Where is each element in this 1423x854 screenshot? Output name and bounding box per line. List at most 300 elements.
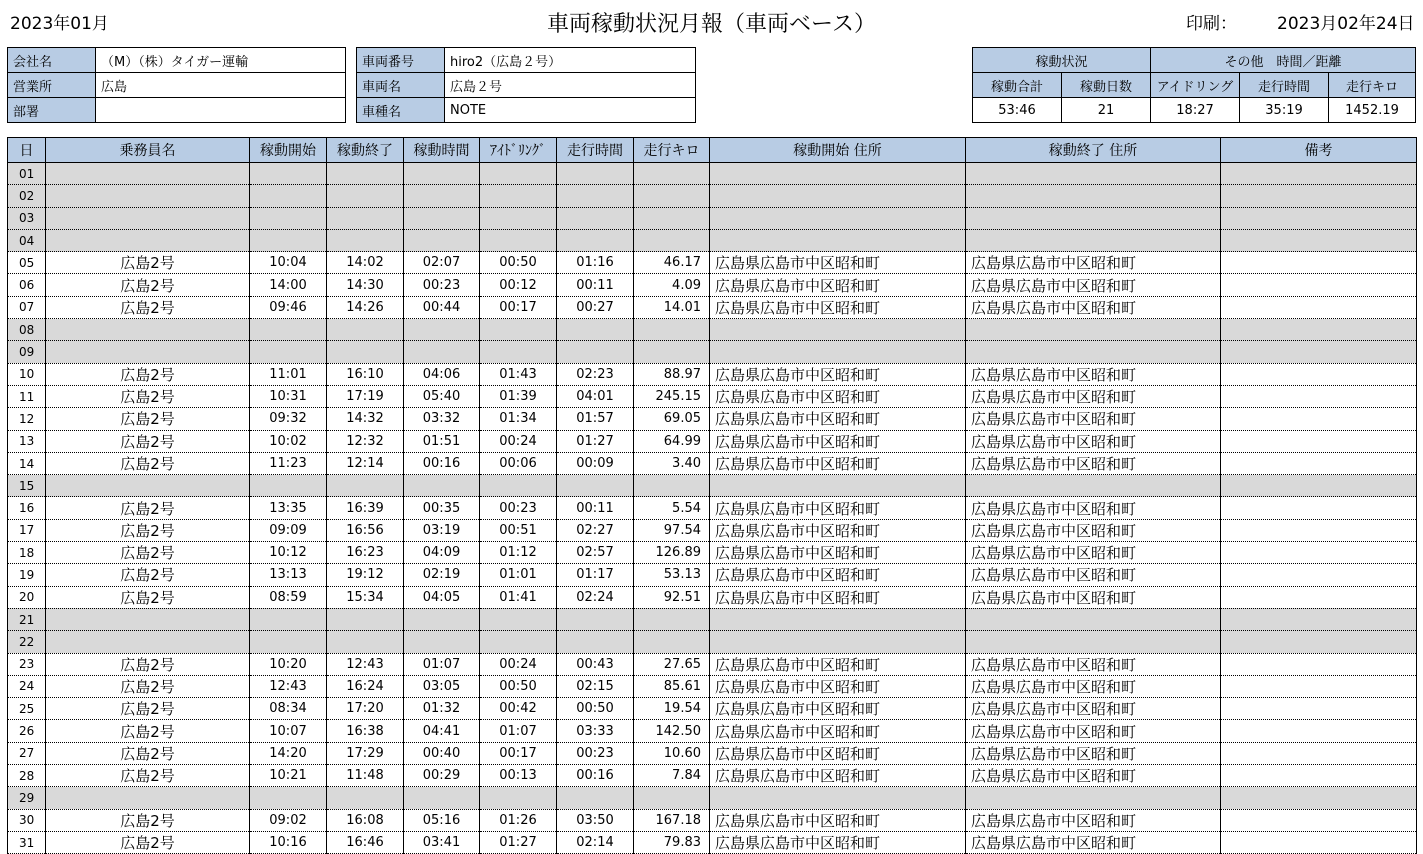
cell-drive-km: 142.50: [634, 720, 710, 742]
cell-operation-time: 00:40: [404, 742, 480, 764]
cell-day: 24: [8, 675, 46, 697]
cell-start: 12:43: [250, 675, 327, 697]
cell-start-address: 広島県広島市中区昭和町: [710, 742, 966, 764]
department-value: [96, 98, 346, 123]
cell-driver: 広島2号: [46, 653, 250, 675]
cell-end: 17:20: [327, 698, 404, 720]
table-row: [8, 564, 1417, 586]
summary-value-drive-km: 1452.19: [1329, 98, 1416, 123]
cell-start-address: 広島県広島市中区昭和町: [710, 765, 966, 787]
table-row: [8, 542, 1417, 564]
table-row: [8, 675, 1417, 697]
table-row: [8, 497, 1417, 519]
cell-start: 14:20: [250, 742, 327, 764]
cell-day: 06: [8, 274, 46, 296]
cell-operation-time: 02:19: [404, 564, 480, 586]
cell-day: 15: [8, 475, 46, 497]
cell-driver: 広島2号: [46, 765, 250, 787]
cell-start-address: [710, 163, 966, 185]
cell-day: 31: [8, 831, 46, 853]
cell-driver: [46, 185, 250, 207]
cell-operation-time: 03:41: [404, 831, 480, 853]
cell-driver: 広島2号: [46, 385, 250, 407]
cell-start-address: [710, 207, 966, 229]
cell-end: [327, 185, 404, 207]
cell-drive-km: 69.05: [634, 408, 710, 430]
cell-driver: 広島2号: [46, 296, 250, 318]
vehicle-model-label: 車種名: [357, 98, 445, 123]
summary-header-idling: アイドリング: [1151, 73, 1240, 98]
cell-drive-time: [557, 185, 634, 207]
cell-idling: 00:12: [480, 274, 557, 296]
cell-operation-time: 03:05: [404, 675, 480, 697]
table-row: [8, 720, 1417, 742]
cell-drive-km: 46.17: [634, 252, 710, 274]
table-row: [8, 185, 1417, 207]
cell-drive-km: [634, 475, 710, 497]
table-header-row: [8, 138, 1417, 163]
cell-end: 16:23: [327, 542, 404, 564]
cell-start-address: 広島県広島市中区昭和町: [710, 698, 966, 720]
cell-day: 08: [8, 319, 46, 341]
cell-remarks: [1221, 363, 1417, 385]
cell-start-address: 広島県広島市中区昭和町: [710, 720, 966, 742]
vehicle-model-row: [357, 98, 696, 123]
cell-drive-time: 02:27: [557, 519, 634, 541]
cell-end-address: 広島県広島市中区昭和町: [966, 296, 1221, 318]
cell-day: 14: [8, 452, 46, 474]
cell-start-address: [710, 185, 966, 207]
cell-end-address: 広島県広島市中区昭和町: [966, 497, 1221, 519]
cell-drive-km: 10.60: [634, 742, 710, 764]
cell-operation-time: 04:41: [404, 720, 480, 742]
cell-remarks: [1221, 497, 1417, 519]
table-row: [8, 274, 1417, 296]
cell-idling: 00:17: [480, 296, 557, 318]
cell-remarks: [1221, 319, 1417, 341]
cell-drive-km: 5.54: [634, 497, 710, 519]
cell-start-address: 広島県広島市中区昭和町: [710, 408, 966, 430]
cell-end: [327, 229, 404, 251]
table-row: [8, 831, 1417, 853]
vehicle-name-row: [357, 73, 696, 98]
cell-drive-time: [557, 341, 634, 363]
cell-operation-time: [404, 319, 480, 341]
cell-drive-km: 53.13: [634, 564, 710, 586]
vehicle-name-value: 広島２号: [445, 73, 696, 98]
cell-start: [250, 229, 327, 251]
cell-end-address: [966, 787, 1221, 809]
cell-end: [327, 475, 404, 497]
cell-idling: 00:17: [480, 742, 557, 764]
cell-driver: [46, 207, 250, 229]
cell-day: 22: [8, 631, 46, 653]
cell-drive-km: 79.83: [634, 831, 710, 853]
cell-driver: [46, 163, 250, 185]
cell-drive-km: 19.54: [634, 698, 710, 720]
cell-end: 14:32: [327, 408, 404, 430]
cell-drive-time: 00:27: [557, 296, 634, 318]
summary-group-row: [973, 48, 1416, 73]
cell-end-address: [966, 475, 1221, 497]
cell-start-address: 広島県広島市中区昭和町: [710, 653, 966, 675]
cell-end: [327, 608, 404, 630]
cell-start: 10:16: [250, 831, 327, 853]
cell-operation-time: 04:06: [404, 363, 480, 385]
table-row: [8, 519, 1417, 541]
cell-driver: 広島2号: [46, 452, 250, 474]
table-row: [8, 452, 1417, 474]
cell-end-address: 広島県広島市中区昭和町: [966, 274, 1221, 296]
cell-remarks: [1221, 675, 1417, 697]
cell-remarks: [1221, 742, 1417, 764]
cell-driver: [46, 319, 250, 341]
cell-operation-time: 03:32: [404, 408, 480, 430]
cell-drive-time: [557, 787, 634, 809]
cell-end-address: 広島県広島市中区昭和町: [966, 519, 1221, 541]
cell-driver: 広島2号: [46, 564, 250, 586]
summary-header-drive-km: 走行キロ: [1329, 73, 1416, 98]
cell-idling: 01:01: [480, 564, 557, 586]
cell-start: 09:46: [250, 296, 327, 318]
cell-drive-km: 85.61: [634, 675, 710, 697]
cell-idling: 00:50: [480, 252, 557, 274]
vehicle-number-value: hiro2（広島２号）: [445, 48, 696, 73]
cell-idling: [480, 341, 557, 363]
cell-start-address: 広島県広島市中区昭和町: [710, 497, 966, 519]
cell-drive-time: 01:17: [557, 564, 634, 586]
col-header-remarks: 備考: [1221, 138, 1417, 163]
table-row: [8, 163, 1417, 185]
cell-idling: [480, 787, 557, 809]
cell-end-address: 広島県広島市中区昭和町: [966, 363, 1221, 385]
cell-end: 16:24: [327, 675, 404, 697]
cell-day: 02: [8, 185, 46, 207]
cell-start: [250, 163, 327, 185]
table-row: [8, 765, 1417, 787]
cell-drive-km: 4.09: [634, 274, 710, 296]
cell-drive-km: 7.84: [634, 765, 710, 787]
summary-header-drive-time: 走行時間: [1240, 73, 1329, 98]
cell-drive-km: [634, 229, 710, 251]
cell-start-address: 広島県広島市中区昭和町: [710, 675, 966, 697]
cell-driver: [46, 631, 250, 653]
cell-start-address: 広島県広島市中区昭和町: [710, 519, 966, 541]
cell-start-address: 広島県広島市中区昭和町: [710, 564, 966, 586]
cell-end-address: 広島県広島市中区昭和町: [966, 698, 1221, 720]
cell-start-address: 広島県広島市中区昭和町: [710, 586, 966, 608]
cell-end-address: 広島県広島市中区昭和町: [966, 564, 1221, 586]
cell-operation-time: [404, 341, 480, 363]
cell-end-address: 広島県広島市中区昭和町: [966, 385, 1221, 407]
cell-day: 25: [8, 698, 46, 720]
cell-end-address: [966, 207, 1221, 229]
cell-drive-km: 14.01: [634, 296, 710, 318]
cell-idling: 00:50: [480, 675, 557, 697]
cell-start: 11:01: [250, 363, 327, 385]
cell-end: 12:43: [327, 653, 404, 675]
cell-driver: 広島2号: [46, 720, 250, 742]
cell-idling: [480, 229, 557, 251]
cell-remarks: [1221, 296, 1417, 318]
cell-idling: 00:13: [480, 765, 557, 787]
cell-operation-time: [404, 631, 480, 653]
table-body: [8, 163, 1417, 854]
col-header-drive-time: 走行時間: [557, 138, 634, 163]
cell-drive-km: [634, 185, 710, 207]
cell-idling: 00:51: [480, 519, 557, 541]
cell-drive-km: 167.18: [634, 809, 710, 831]
cell-start-address: [710, 787, 966, 809]
cell-operation-time: 01:07: [404, 653, 480, 675]
cell-end: 11:48: [327, 765, 404, 787]
cell-start-address: 広島県広島市中区昭和町: [710, 430, 966, 452]
cell-end-address: 広島県広島市中区昭和町: [966, 252, 1221, 274]
cell-drive-km: 97.54: [634, 519, 710, 541]
cell-idling: 01:41: [480, 586, 557, 608]
cell-day: 27: [8, 742, 46, 764]
cell-day: 18: [8, 542, 46, 564]
cell-drive-time: 00:16: [557, 765, 634, 787]
cell-remarks: [1221, 274, 1417, 296]
cell-driver: 広島2号: [46, 497, 250, 519]
cell-operation-time: 00:44: [404, 296, 480, 318]
cell-drive-km: [634, 319, 710, 341]
cell-end-address: [966, 229, 1221, 251]
cell-remarks: [1221, 207, 1417, 229]
cell-driver: 広島2号: [46, 809, 250, 831]
cell-end: [327, 163, 404, 185]
cell-day: 23: [8, 653, 46, 675]
cell-end-address: 広島県広島市中区昭和町: [966, 586, 1221, 608]
cell-drive-time: 00:11: [557, 274, 634, 296]
cell-day: 26: [8, 720, 46, 742]
col-header-start: 稼動開始: [250, 138, 327, 163]
summary-value-total: 53:46: [973, 98, 1062, 123]
daily-operation-table: [7, 137, 1417, 854]
cell-remarks: [1221, 720, 1417, 742]
cell-day: 01: [8, 163, 46, 185]
cell-start: 10:04: [250, 252, 327, 274]
table-row: [8, 296, 1417, 318]
cell-day: 03: [8, 207, 46, 229]
cell-start: [250, 608, 327, 630]
cell-end: 16:46: [327, 831, 404, 853]
cell-start: 08:59: [250, 586, 327, 608]
cell-operation-time: 04:09: [404, 542, 480, 564]
cell-end-address: [966, 185, 1221, 207]
cell-driver: 広島2号: [46, 586, 250, 608]
cell-idling: [480, 608, 557, 630]
cell-remarks: [1221, 586, 1417, 608]
cell-end: [327, 787, 404, 809]
table-row: [8, 631, 1417, 653]
cell-day: 17: [8, 519, 46, 541]
cell-end: 16:10: [327, 363, 404, 385]
cell-remarks: [1221, 185, 1417, 207]
cell-idling: 01:34: [480, 408, 557, 430]
summary-group-other: その他 時間／距離: [1151, 48, 1416, 73]
col-header-end: 稼動終了: [327, 138, 404, 163]
cell-start: [250, 341, 327, 363]
cell-end-address: 広島県広島市中区昭和町: [966, 675, 1221, 697]
vehicle-name-label: 車両名: [357, 73, 445, 98]
company-label: 会社名: [8, 48, 96, 73]
summary-value-drive-time: 35:19: [1240, 98, 1329, 123]
cell-drive-km: [634, 163, 710, 185]
cell-idling: 01:39: [480, 385, 557, 407]
cell-start: [250, 475, 327, 497]
col-header-start-address: 稼動開始 住所: [710, 138, 966, 163]
cell-drive-km: 92.51: [634, 586, 710, 608]
cell-remarks: [1221, 163, 1417, 185]
office-row: [8, 73, 346, 98]
cell-idling: 01:27: [480, 831, 557, 853]
cell-end-address: [966, 319, 1221, 341]
company-info-box: [7, 47, 346, 123]
cell-start: 10:12: [250, 542, 327, 564]
cell-end-address: 広島県広島市中区昭和町: [966, 408, 1221, 430]
cell-idling: [480, 319, 557, 341]
table-row: [8, 809, 1417, 831]
cell-end-address: [966, 608, 1221, 630]
company-row: [8, 48, 346, 73]
cell-drive-time: 00:09: [557, 452, 634, 474]
table-row: [8, 608, 1417, 630]
cell-start: 10:02: [250, 430, 327, 452]
cell-remarks: [1221, 475, 1417, 497]
cell-drive-time: 00:50: [557, 698, 634, 720]
cell-operation-time: 01:51: [404, 430, 480, 452]
cell-operation-time: 00:29: [404, 765, 480, 787]
summary-header-row: [973, 73, 1416, 98]
table-row: [8, 229, 1417, 251]
cell-start-address: 広島県広島市中区昭和町: [710, 452, 966, 474]
cell-end-address: [966, 631, 1221, 653]
cell-start-address: [710, 608, 966, 630]
cell-driver: [46, 341, 250, 363]
cell-remarks: [1221, 408, 1417, 430]
cell-idling: [480, 475, 557, 497]
cell-start: [250, 319, 327, 341]
cell-driver: 広島2号: [46, 408, 250, 430]
cell-operation-time: 00:35: [404, 497, 480, 519]
cell-operation-time: [404, 229, 480, 251]
cell-driver: [46, 608, 250, 630]
cell-end-address: 広島県広島市中区昭和町: [966, 809, 1221, 831]
cell-end-address: 広島県広島市中区昭和町: [966, 720, 1221, 742]
cell-drive-time: [557, 229, 634, 251]
cell-idling: 01:26: [480, 809, 557, 831]
cell-end: 14:02: [327, 252, 404, 274]
cell-idling: [480, 207, 557, 229]
summary-header-days: 稼動日数: [1062, 73, 1151, 98]
summary-value-row: [973, 98, 1416, 123]
cell-remarks: [1221, 430, 1417, 452]
cell-day: 20: [8, 586, 46, 608]
cell-drive-time: 00:11: [557, 497, 634, 519]
cell-drive-time: [557, 207, 634, 229]
cell-idling: 00:24: [480, 653, 557, 675]
cell-start: 13:35: [250, 497, 327, 519]
cell-end-address: [966, 163, 1221, 185]
cell-drive-km: [634, 608, 710, 630]
cell-end: 16:56: [327, 519, 404, 541]
cell-driver: 広島2号: [46, 430, 250, 452]
cell-operation-time: 02:07: [404, 252, 480, 274]
cell-end: 12:32: [327, 430, 404, 452]
cell-start-address: [710, 319, 966, 341]
cell-start: 09:09: [250, 519, 327, 541]
cell-end-address: 広島県広島市中区昭和町: [966, 542, 1221, 564]
print-date: 2023月02年24日: [1277, 14, 1415, 34]
col-header-end-address: 稼動終了 住所: [966, 138, 1221, 163]
summary-value-days: 21: [1062, 98, 1151, 123]
cell-driver: 広島2号: [46, 363, 250, 385]
cell-idling: 00:24: [480, 430, 557, 452]
cell-drive-time: 04:01: [557, 385, 634, 407]
cell-end-address: 広島県広島市中区昭和町: [966, 831, 1221, 853]
cell-day: 05: [8, 252, 46, 274]
summary-header-total: 稼動合計: [973, 73, 1062, 98]
cell-start: 11:23: [250, 452, 327, 474]
cell-driver: [46, 475, 250, 497]
office-label: 営業所: [8, 73, 96, 98]
cell-operation-time: 05:40: [404, 385, 480, 407]
office-value: 広島: [96, 73, 346, 98]
cell-drive-time: 00:23: [557, 742, 634, 764]
summary-group-operation: 稼動状況: [973, 48, 1151, 73]
cell-end: 17:29: [327, 742, 404, 764]
cell-drive-time: [557, 319, 634, 341]
cell-drive-time: 02:57: [557, 542, 634, 564]
cell-remarks: [1221, 698, 1417, 720]
cell-end-address: 広島県広島市中区昭和町: [966, 430, 1221, 452]
table-row: [8, 385, 1417, 407]
cell-remarks: [1221, 519, 1417, 541]
col-header-day: 日: [8, 138, 46, 163]
cell-drive-km: 3.40: [634, 452, 710, 474]
cell-drive-time: [557, 608, 634, 630]
print-label: 印刷：: [1186, 14, 1237, 34]
cell-start: [250, 631, 327, 653]
cell-remarks: [1221, 229, 1417, 251]
cell-start-address: 広島県広島市中区昭和町: [710, 385, 966, 407]
cell-start: 09:32: [250, 408, 327, 430]
cell-drive-time: 01:16: [557, 252, 634, 274]
cell-day: 09: [8, 341, 46, 363]
cell-remarks: [1221, 452, 1417, 474]
cell-remarks: [1221, 653, 1417, 675]
table-row: [8, 653, 1417, 675]
company-value: （M）（株）タイガー運輸: [96, 48, 346, 73]
cell-start: 09:02: [250, 809, 327, 831]
cell-day: 10: [8, 363, 46, 385]
table-row: [8, 698, 1417, 720]
cell-driver: 広島2号: [46, 742, 250, 764]
cell-remarks: [1221, 765, 1417, 787]
cell-start: [250, 787, 327, 809]
cell-drive-km: [634, 631, 710, 653]
cell-end: 16:39: [327, 497, 404, 519]
summary-value-idling: 18:27: [1151, 98, 1240, 123]
cell-idling: [480, 631, 557, 653]
cell-end: [327, 631, 404, 653]
cell-start-address: 広島県広島市中区昭和町: [710, 363, 966, 385]
cell-end: 14:30: [327, 274, 404, 296]
table-row: [8, 252, 1417, 274]
cell-operation-time: 05:16: [404, 809, 480, 831]
